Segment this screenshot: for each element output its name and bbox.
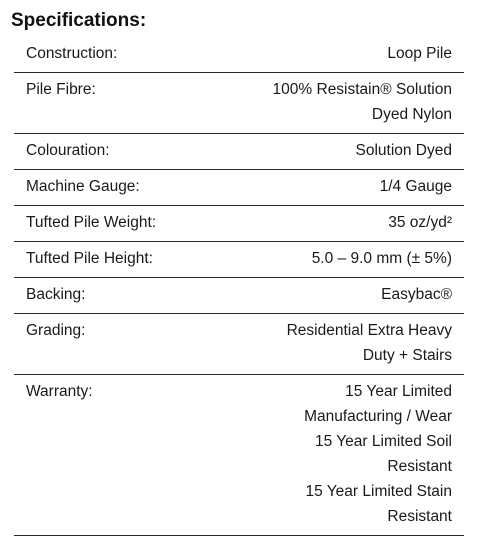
spec-value [208, 170, 464, 206]
spec-label: Construction: [14, 37, 208, 73]
spec-label: Tufted Pile Weight: [14, 206, 208, 242]
spec-value-line: 35 oz/yd² [388, 214, 452, 231]
spec-value [208, 73, 464, 134]
spec-value-line: Resistant [387, 458, 452, 475]
spec-value-line: Solution Dyed [355, 142, 452, 159]
spec-value-line: 5.0 – 9.0 mm (± 5%) [311, 250, 452, 267]
spec-label: Backing: [14, 278, 208, 314]
spec-value [208, 134, 464, 170]
spec-value-line: Duty + Stairs [362, 347, 452, 364]
spec-value [208, 37, 464, 73]
specifications-table-body [14, 37, 464, 536]
spec-value-line: 1/4 Gauge [379, 178, 452, 195]
spec-value-line: Resistant [387, 508, 452, 525]
spec-value-line: Easybac® [381, 286, 452, 303]
spec-value [208, 206, 464, 242]
spec-value-line: 15 Year Limited Stain [305, 483, 452, 500]
spec-value-line: Loop Pile [387, 45, 452, 62]
spec-row [14, 73, 464, 134]
spec-value-line: Manufacturing / Wear [304, 408, 452, 425]
spec-value-line: 100% Resistain® Solution [272, 81, 452, 98]
spec-value [208, 375, 464, 536]
spec-row [14, 278, 464, 314]
spec-value-line: 15 Year Limited Soil [314, 433, 452, 450]
spec-row [14, 206, 464, 242]
specifications-table [14, 37, 464, 536]
spec-value-line: 15 Year Limited [345, 383, 452, 400]
spec-label: Grading: [14, 314, 208, 375]
spec-label: Warranty: [14, 375, 208, 536]
spec-row [14, 37, 464, 73]
spec-row [14, 134, 464, 170]
spec-row [14, 170, 464, 206]
spec-row [14, 242, 464, 278]
specifications-heading: Specifications: [11, 10, 147, 31]
spec-row [14, 314, 464, 375]
spec-value-line: Dyed Nylon [371, 106, 452, 123]
spec-value [208, 314, 464, 375]
spec-value-line: Residential Extra Heavy [286, 322, 452, 339]
spec-row [14, 375, 464, 536]
spec-label: Tufted Pile Height: [14, 242, 208, 278]
spec-label: Machine Gauge: [14, 170, 208, 206]
spec-label: Colouration: [14, 134, 208, 170]
spec-value [208, 278, 464, 314]
spec-label: Pile Fibre: [14, 73, 208, 134]
spec-value [208, 242, 464, 278]
